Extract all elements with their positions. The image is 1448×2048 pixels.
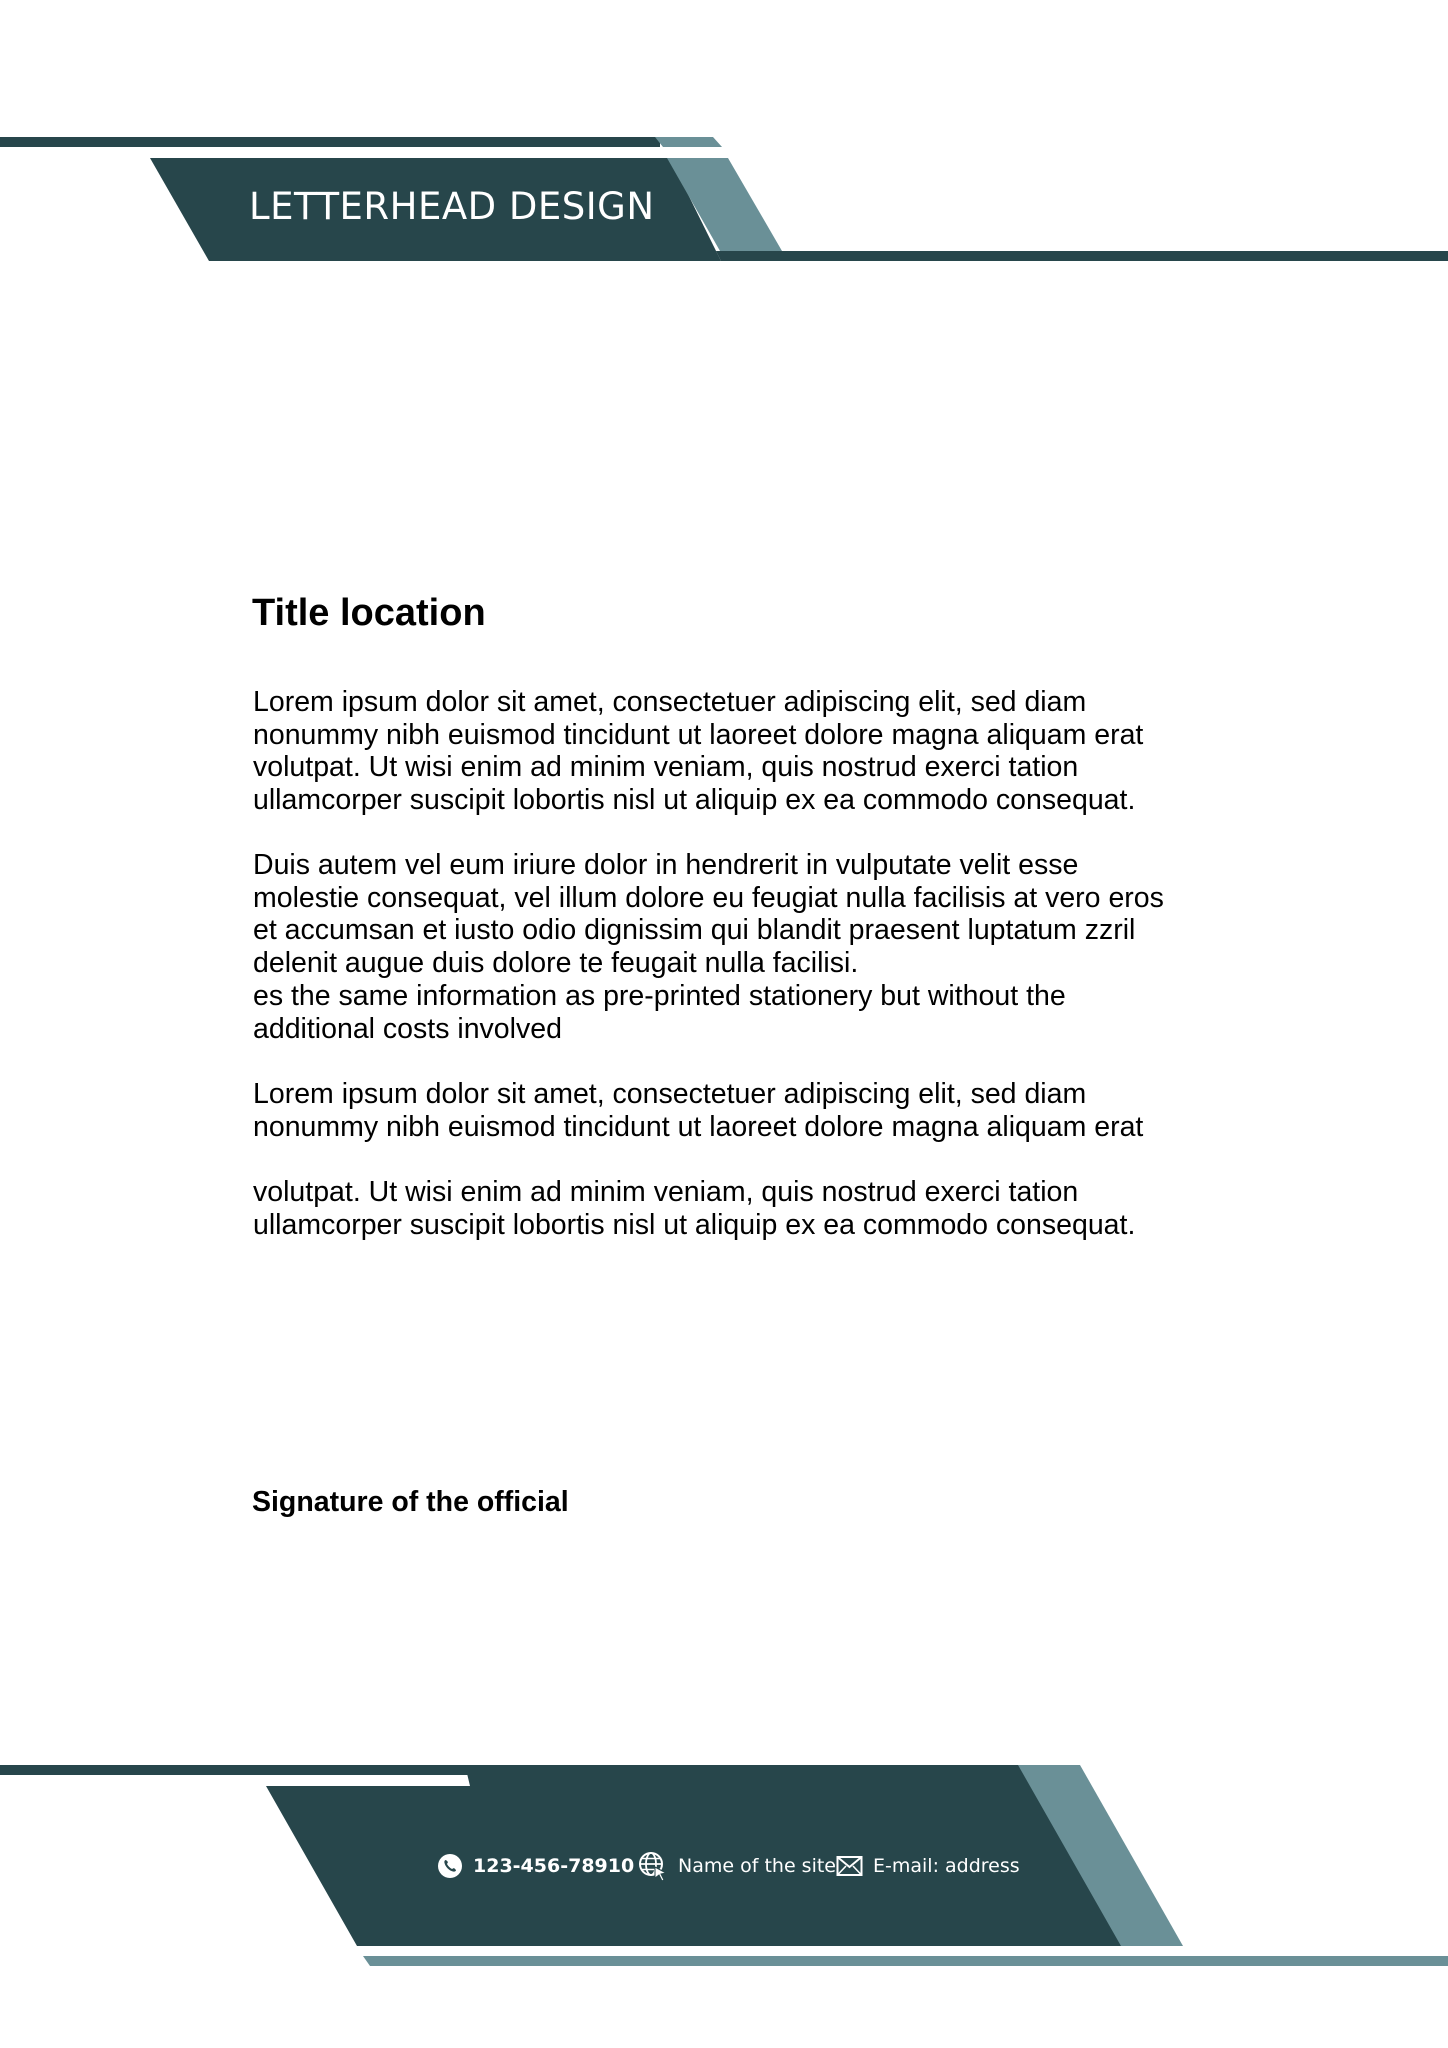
paragraph-line: additional costs involved xyxy=(253,1012,562,1045)
globe-icon xyxy=(638,1851,668,1881)
phone-number: 123-456-78910 xyxy=(473,1855,635,1877)
signature-label: Signature of the official xyxy=(252,1486,569,1518)
contact-site[interactable] xyxy=(638,1848,836,1884)
contact-phone[interactable] xyxy=(437,1848,634,1884)
footer-top-stripe-white xyxy=(0,1775,473,1786)
paragraph-line: es the same information as pre-printed stationery but without the xyxy=(253,979,1066,1012)
paragraph-line: delenit augue duis dolore te feugait nulla facilisi. xyxy=(253,947,859,980)
phone-icon xyxy=(437,1853,463,1879)
footer-bottom-stripe xyxy=(363,1956,1448,1966)
site-name: Name of the site xyxy=(678,1855,836,1877)
paragraph-line: molestie consequat, vel illum dolore eu feugiat nulla facilisis at vero eros xyxy=(253,881,1164,914)
paragraph-line: ullamcorper suscipit lobortis nisl ut aliquip ex ea commodo consequat. xyxy=(253,1208,1136,1241)
paragraph-line: Lorem ipsum dolor sit amet, consectetuer adipiscing elit, sed diam xyxy=(253,1078,1087,1110)
paragraph-line: ullamcorper suscipit lobortis nisl ut aliquip ex ea commodo consequat. xyxy=(253,784,1136,817)
paragraph-line: volutpat. Ut wisi enim ad minim veniam, quis nostrud exerci tation xyxy=(253,751,1079,784)
paragraph-line: volutpat. Ut wisi enim ad minim veniam, quis nostrud exerci tation xyxy=(253,1176,1079,1208)
mail-icon xyxy=(836,1855,863,1877)
email-address: E-mail: address xyxy=(873,1855,1020,1877)
paragraph-line: Duis autem vel eum iriure dolor in hendrerit in vulputate velit esse xyxy=(253,849,1079,881)
paragraph-line: Lorem ipsum dolor sit amet, consectetuer adipiscing elit, sed diam xyxy=(253,686,1087,718)
paragraph-line: et accumsan et iusto odio dignissim qui blandit praesent luptatum zzril xyxy=(253,914,1136,947)
letterhead-title: LETTERHEAD DESIGN xyxy=(249,185,655,228)
paragraph-line: nonummy nibh euismod tincidunt ut laoreet dolore magna aliquam erat xyxy=(253,718,1144,751)
contact-email[interactable] xyxy=(836,1848,1020,1884)
paragraph-line: nonummy nibh euismod tincidunt ut laoreet dolore magna aliquam erat xyxy=(253,1110,1144,1143)
document-title: Title location xyxy=(252,592,486,634)
